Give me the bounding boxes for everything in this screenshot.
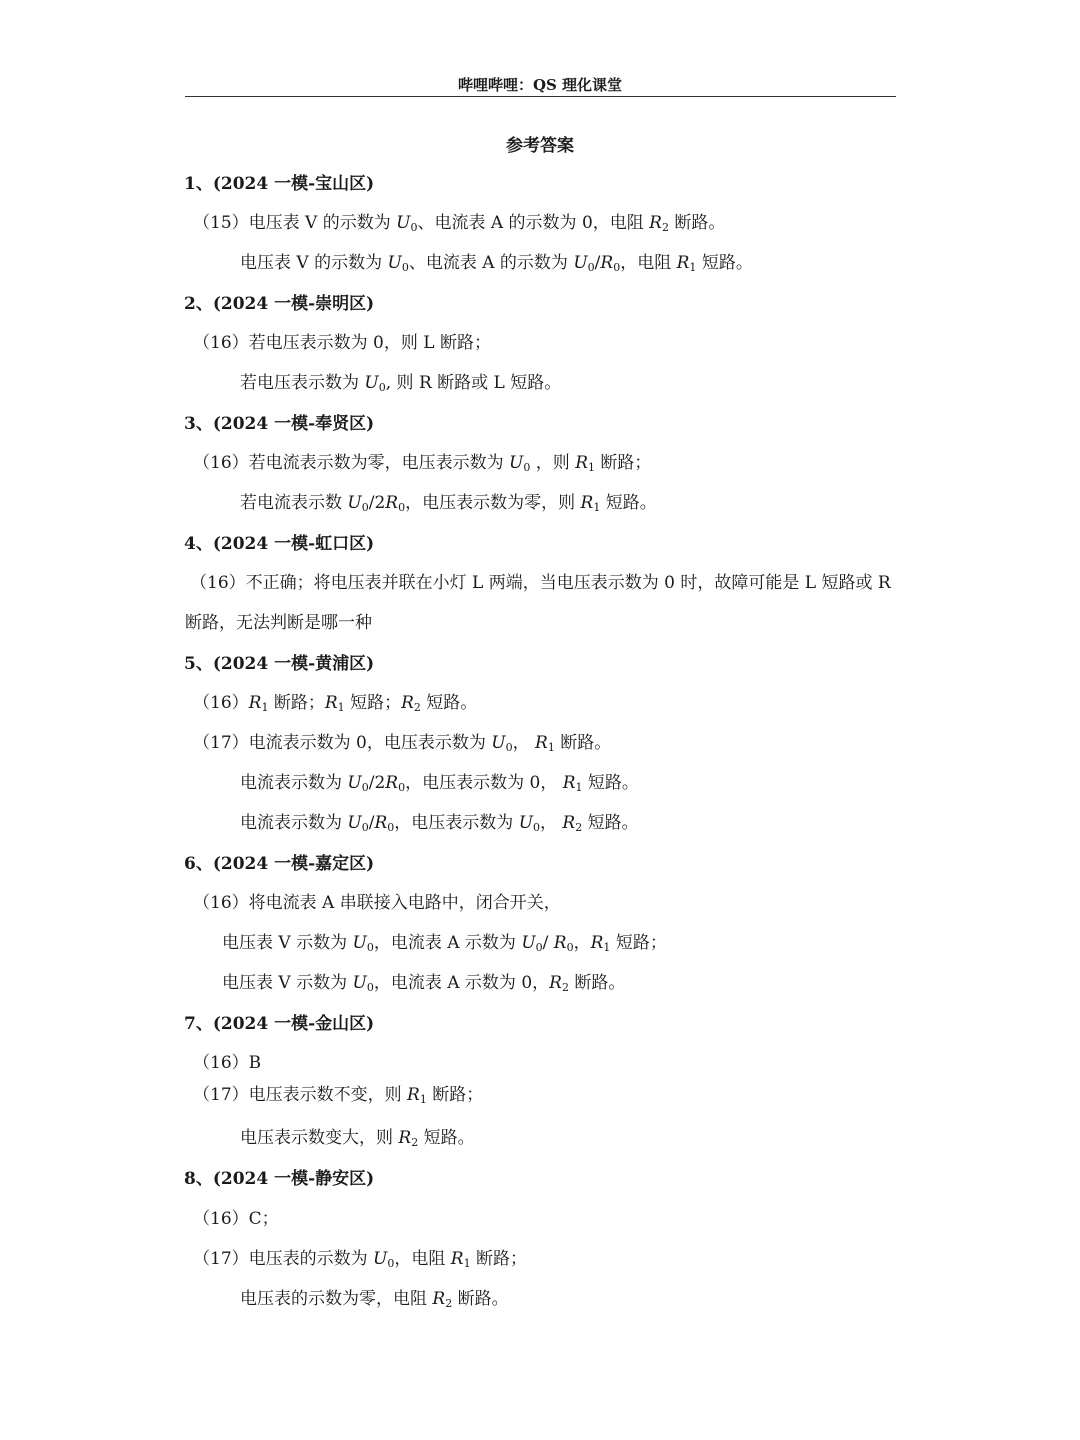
answer-line: （17）电流表示数为 0，电压表示数为 $U_0$， $R_1$ 断路。 [193, 733, 612, 754]
answer-line: 电压表 V 示数为 $U_0$，电流表 A 示数为 0，$R_2$ 断路。 [222, 973, 626, 994]
answer-line: 电压表示数变大，则 $R_2$ 短路。 [240, 1128, 475, 1149]
answer-line: 电流表示数为 $U_0/2R_0$，电压表示数为 0， $R_1$ 短路。 [240, 773, 639, 794]
section-heading: 7、(2024 一模-金山区) [184, 1014, 375, 1034]
answer-line: （16）C； [193, 1209, 279, 1229]
section-heading: 3、(2024 一模-奉贤区) [184, 414, 375, 434]
section-heading: 8、(2024 一模-静安区) [184, 1169, 375, 1189]
answer-line: 电压表的示数为零，电阻 $R_2$ 断路。 [240, 1289, 509, 1310]
answer-line: （17）电压表示数不变，则 $R_1$ 断路； [193, 1085, 484, 1106]
answer-line: 电压表 V 的示数为 $U_0$、电流表 A 的示数为 $U_0/R_0$，电阻 $R_1$ 短路。 [240, 253, 753, 274]
answer-line: （16）若电流表示数为零，电压表示数为 $U_0$ ，则 $R_1$ 断路； [193, 453, 652, 474]
header-rule [185, 96, 896, 97]
answer-line: 断路，无法判断是哪一种 [185, 613, 372, 633]
answer-line: 电流表示数为 $U_0/R_0$，电压表示数为 $U_0$， $R_2$ 短路。 [240, 813, 639, 834]
answer-line: （16）B [193, 1053, 262, 1073]
answer-line: 电压表 V 示数为 $U_0$，电流表 A 示数为 $U_0/$ $R_0$，$R_1$ 短路； [222, 933, 667, 954]
answer-line: （17）电压表的示数为 $U_0$，电阻 $R_1$ 断路； [193, 1249, 527, 1270]
answer-line: 若电压表示数为 $U_0$, 则 R 断路或 L 短路。 [240, 373, 562, 394]
section-heading: 4、(2024 一模-虹口区) [184, 534, 375, 554]
answer-line: （16）不正确；将电压表并联在小灯 L 两端，当电压表示数为 0 时，故障可能是 L 短路或 R [190, 573, 891, 593]
section-heading: 5、(2024 一模-黄浦区) [184, 654, 375, 674]
section-heading: 1、(2024 一模-宝山区) [184, 174, 375, 194]
answer-line: （15）电压表 V 的示数为 $U_0$、电流表 A 的示数为 0，电阻 $R_2$ 断路。 [193, 213, 726, 234]
header-title: 哔哩哔哩：QS 理化课堂 [457, 76, 623, 94]
answer-line: $(16)R_1$ 断路；$R_1$ 短路；$R_2$ 短路。 [193, 693, 478, 714]
answer-line: 若电流表示数 $U_0/2R_0$，电压表示数为零，则 $R_1$ 短路。 [240, 493, 657, 514]
section-heading: 6、(2024 一模-嘉定区) [184, 854, 375, 874]
page-title: 参考答案 [506, 136, 574, 156]
answer-line: （16）若电压表示数为 0，则 L 断路； [193, 333, 491, 353]
answer-line: （16）将电流表 A 串联接入电路中，闭合开关， [193, 893, 561, 913]
section-heading: 2、(2024 一模-崇明区) [184, 294, 375, 314]
